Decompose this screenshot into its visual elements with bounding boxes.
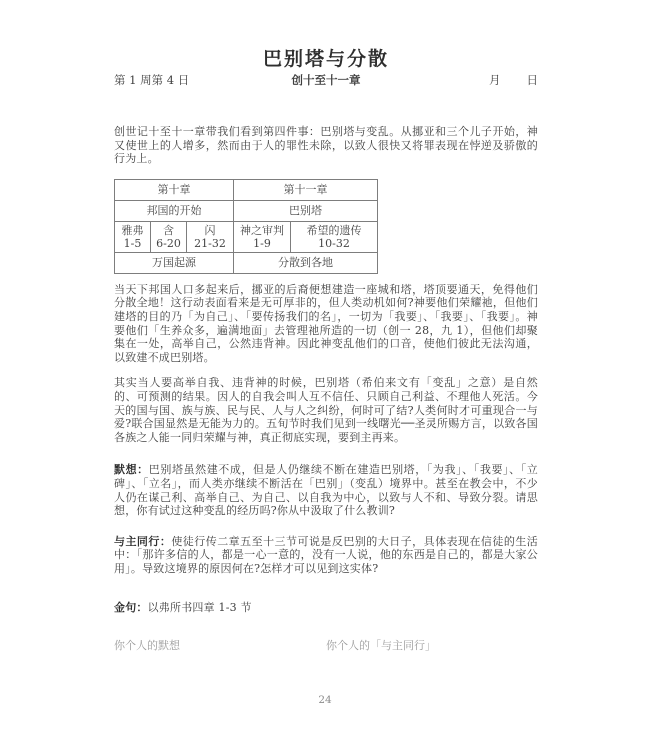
day-label: 日: [526, 73, 538, 87]
walk-with-lord-text: 使徒行传二章五至十三节可说是反巴别的大日子，具体表现在信徒的生活中：「那许多信的人，都是一心一意的，没有一人说，他的东西是自己的，都是大家公用」。导致这境界的原因何在?怎样才可以见到这实体?: [114, 534, 539, 575]
outline-cell-japheth: [115, 221, 151, 252]
outline-row-chapter-titles: [115, 179, 378, 200]
section-verses: 10-32: [318, 236, 350, 250]
intro-paragraph: 创世记十至十一章带我们看到第四件事：巴别塔与变乱。从挪亚和三个儿子开始，神又使世上的人增多，然而由于人的罪性未除，以致人很快又将罪表现在悖逆及骄傲的行为上。: [114, 125, 538, 166]
golden-verse-line: [114, 601, 538, 615]
page-content: [114, 0, 538, 653]
walk-with-lord-label: 与主同行：: [114, 534, 172, 548]
personal-walk-label: 你个人的「与主同行」: [326, 639, 436, 653]
section-name: 闪: [204, 223, 216, 237]
personal-meditation-label: 你个人的默想: [114, 639, 180, 653]
section-verses: 21-32: [194, 236, 226, 250]
outline-row-footers: [115, 252, 378, 273]
outline-cell-hope-lineage: [291, 221, 378, 252]
outline-cell-ch11-title: 第十一章: [234, 179, 378, 200]
personal-response-row: [114, 639, 538, 653]
date-fill-in: [398, 73, 538, 88]
outline-cell-judgment: [234, 221, 291, 252]
walk-with-lord-paragraph: [114, 535, 538, 576]
section-name: 希望的遗传: [306, 223, 362, 237]
outline-cell-ch10-subtitle: 邦国的开始: [115, 200, 234, 221]
meditation-label: 默想：: [114, 463, 149, 477]
chapter-outline-table: [114, 179, 378, 274]
section-verses: 1-5: [123, 236, 142, 250]
outline-row-sections: [115, 221, 378, 252]
meditation-paragraph: [114, 463, 538, 517]
golden-verse-label: 金句：: [114, 601, 148, 615]
header-meta-row: [114, 73, 538, 88]
section-verses: 1-9: [253, 236, 271, 250]
outline-cell-ham: [151, 221, 187, 252]
section-name: 雅弗: [121, 223, 144, 237]
outline-cell-shem: [187, 221, 234, 252]
section-name: 神之审判: [240, 223, 284, 237]
babel-story-paragraph: 当天下邦国人口多起来后，挪亚的后裔便想建造一座城和塔，塔顶要通天，免得他们分散全地！这行动表面看来是无可厚非的，但人类动机如何?神要他们荣耀祂，但他们建塔的目的乃「为自己」、「要传扬我们的名」，一切为「我要」、「我要」、「我要」。神要他们「生养众多，遍满地面」去管理祂所造的一切（创一 28，九 1），但他们却聚集在一处，高举自己，公然违背神。因此神变乱他们的口音，使他们彼此无法沟通，以致建不成巴别塔。: [114, 282, 538, 364]
page-number: 24: [318, 694, 332, 706]
page-title: 巴别塔与分散: [262, 48, 389, 70]
outline-cell-ch11-footer: 分散到各地: [234, 252, 378, 273]
passage-reference: 创十至十一章: [291, 73, 361, 87]
outline-cell-ch10-title: 第十章: [115, 179, 234, 200]
outline-cell-ch10-footer: 万国起源: [115, 252, 234, 273]
application-paragraph: 其实当人要高举自我、违背神的时候，巴别塔（希伯来文有「变乱」之意）是自然的、可预测的结果。因人的自我会叫人互不信任、只顾自己利益、不理他人死活。今天的国与国、族与族、民与民、人与人之纠纷，何时可了结?人类何时才可重现合一与爱?联合国显然是无能为力的。五旬节时我们见到一线曙光──圣灵所赐方言，以致各国各族之人能一同归荣耀与神，真正彻底实现，要到主再来。: [114, 376, 538, 444]
section-name: 含: [163, 223, 174, 237]
month-label: 月: [488, 73, 501, 87]
golden-verse-text: 以弗所书四章 1-3 节: [147, 601, 252, 615]
outline-cell-ch11-subtitle: 巴别塔: [234, 200, 378, 221]
week-day-label: 第 1 周第 4 日: [114, 73, 190, 87]
outline-row-chapter-subtitles: [115, 200, 378, 221]
section-verses: 6-20: [156, 236, 181, 250]
meditation-text: 巴别塔虽然建不成，但是人仍继续不断在建造巴别塔，「为我」、「我要」、「立碑」、「立名」，而人类亦继续不断活在「巴别」（变乱）境界中。甚至在教会中，不少人仍在谋己利、高举自己、为自己、以自我为中心，以致与人不和、导致分裂。请思想，你有试过这种变乱的经历吗?你从中汲取了什么教训?: [114, 463, 538, 518]
